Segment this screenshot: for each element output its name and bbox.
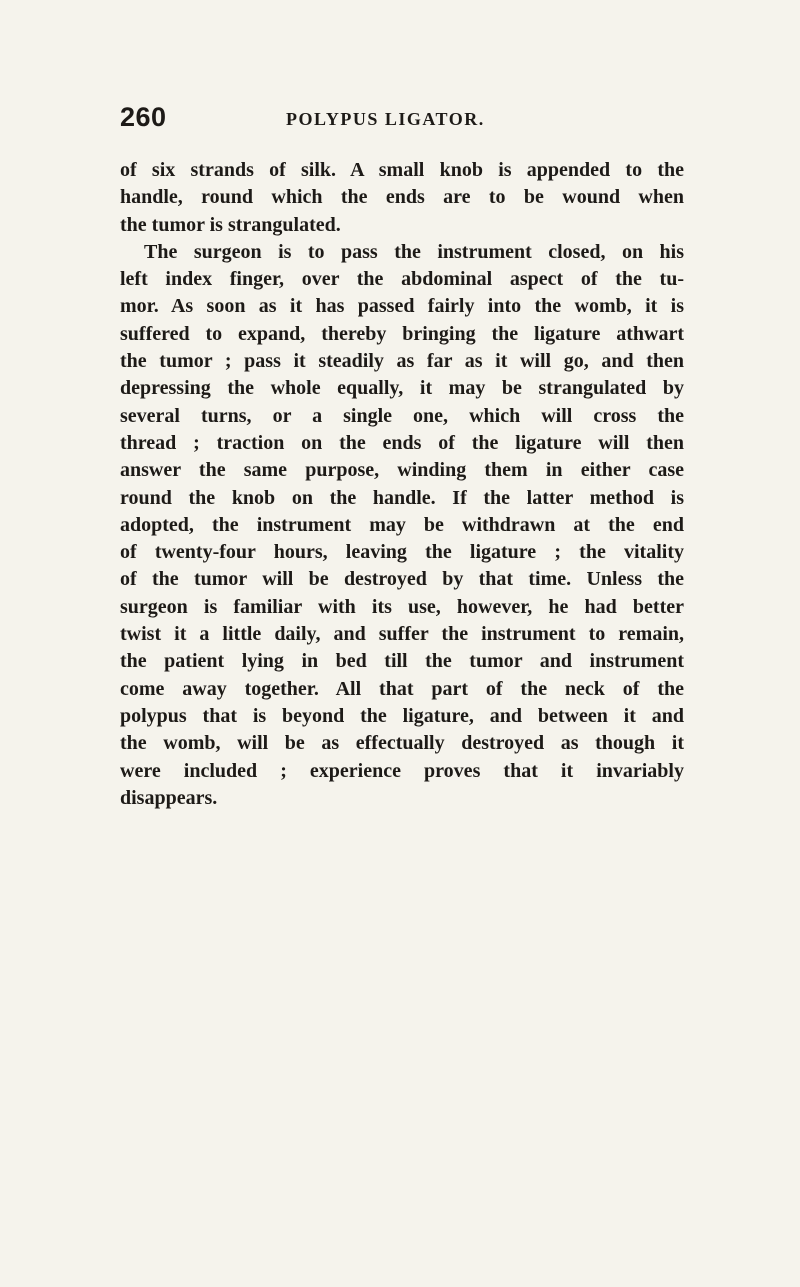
text-line: depressing the whole equally, it may be strangulated by [120,377,684,400]
text-line: of the tumor will be destroyed by that time. Unless the [120,568,684,591]
text-line: adopted, the instrument may be withdrawn at the end [120,513,684,536]
text-line: surgeon is familiar with its use, however, he had better [120,595,684,618]
text-line: mor. As soon as it has passed fairly into the womb, it is [120,295,684,318]
text-line: of six strands of silk. A small knob is appended to the [120,159,684,181]
text-line: of twenty-four hours, leaving the ligature ; the vitality [120,541,684,564]
text-line: polypus that is beyond the ligature, and between it and [120,704,684,727]
body-text [120,157,684,812]
text-line: the tumor ; pass it steadily as far as it will go, and then [120,350,684,373]
text-line: left index finger, over the abdominal aspect of the tu- [120,268,684,291]
running-head: POLYPUS LIGATOR. [286,109,485,129]
text-line: were included ; experience proves that it invariably [120,759,684,782]
text-line: several turns, or a single one, which will cross the [120,404,684,427]
text-line: the womb, will be as effectually destroyed as though it [120,732,684,755]
text-line: suffered to expand, thereby bringing the ligature athwart [120,322,684,345]
text-line: answer the same purpose, winding them in either case [120,459,684,482]
text-line: round the knob on the handle. If the latter method is [120,486,684,509]
text-line: The surgeon is to pass the instrument closed, on his [144,240,684,263]
text-line: thread ; traction on the ends of the ligature will then [120,431,684,454]
text-line: the tumor is strangulated. [120,213,341,236]
text-line: disappears. [120,786,218,809]
text-line: come away together. All that part of the neck of the [120,677,684,700]
text-line: the patient lying in bed till the tumor and instrument [120,650,684,673]
text-line: handle, round which the ends are to be wound when [120,186,684,209]
page-header [120,102,680,142]
page-number: 260 [120,102,167,132]
text-line: twist it a little daily, and suffer the instrument to remain, [120,623,684,646]
